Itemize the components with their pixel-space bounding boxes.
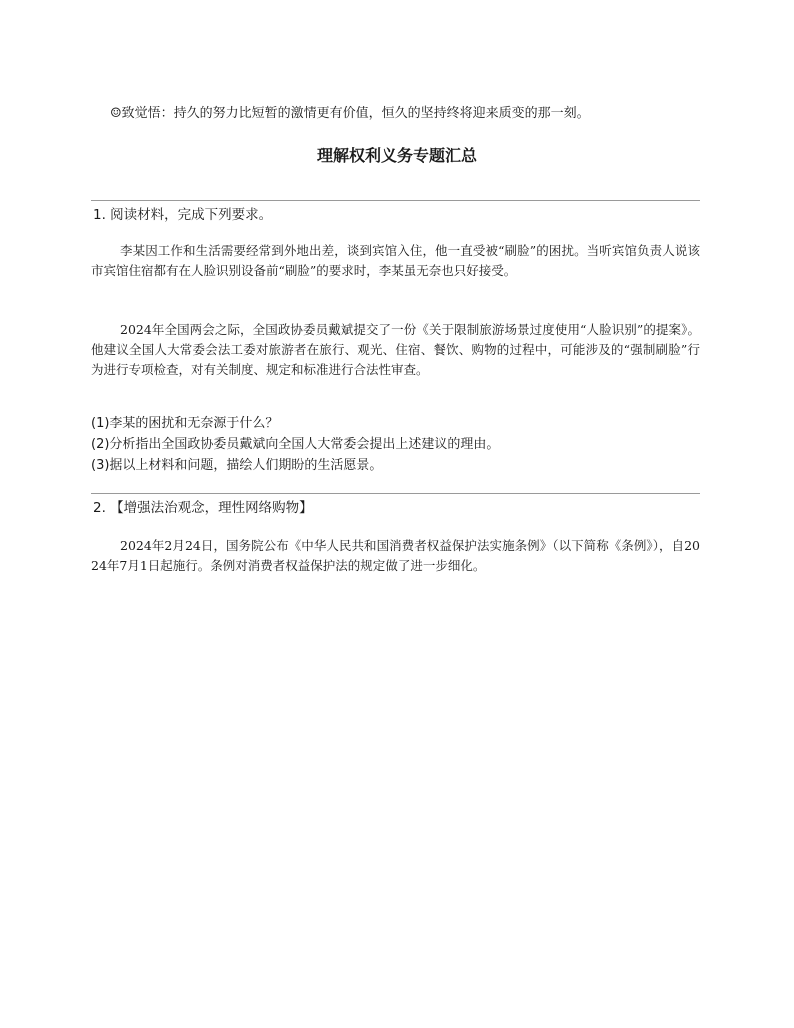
question-divider (91, 493, 700, 494)
question-1-material-paragraph: 李某因工作和生活需要经常到外地出差，谈到宾馆入住，他一直受被“刷脸”的困扰。当听宾馆负责人说该市宾馆住宿都有在人脸识别设备前“刷脸”的要求时，李某虽无奈也只好接受。 (91, 243, 700, 278)
question-2-material-paragraph: 2024年2月24日，国务院公布《中华人民共和国消费者权益保护法实施条例》（以下简称《条例》），自2024年7月1日起施行。条例对消费者权益保护法的规定做了进一步细化。 (91, 538, 700, 573)
sub-question: (1)李某的困扰和无奈源于什么？ (91, 416, 279, 431)
motto-line: ☺致觉悟：持久的努力比短暂的激情更有价值，恒久的坚持终将迎来质变的那一刻。 (110, 106, 590, 121)
sub-question: (3)据以上材料和问题，描绘人们期盼的生活愿景。 (91, 458, 383, 473)
page-title: 理解权利义务专题汇总 (316, 146, 477, 165)
sub-question: (2)分析指出全国政协委员戴斌向全国人大常委会提出上述建议的理由。 (91, 437, 500, 452)
question-1-material-paragraph: 2024年全国两会之际，全国政协委员戴斌提交了一份《关于限制旅游场景过度使用“人脸识别”的提案》。他建议全国人大常委会法工委对旅游者在旅行、观光、住宿、餐饮、购物的过程中，可能涉及的“强制刷脸”行为进行专项检查，对有关制度、规定和标准进行合法性审查。 (91, 322, 700, 377)
question-2-heading: 2. 【增强法治观念，理性网络购物】 (93, 500, 313, 516)
question-1-sub-questions (91, 413, 700, 476)
question-1-heading: 1. 阅读材料，完成下列要求。 (93, 207, 273, 223)
question-divider (91, 200, 700, 201)
